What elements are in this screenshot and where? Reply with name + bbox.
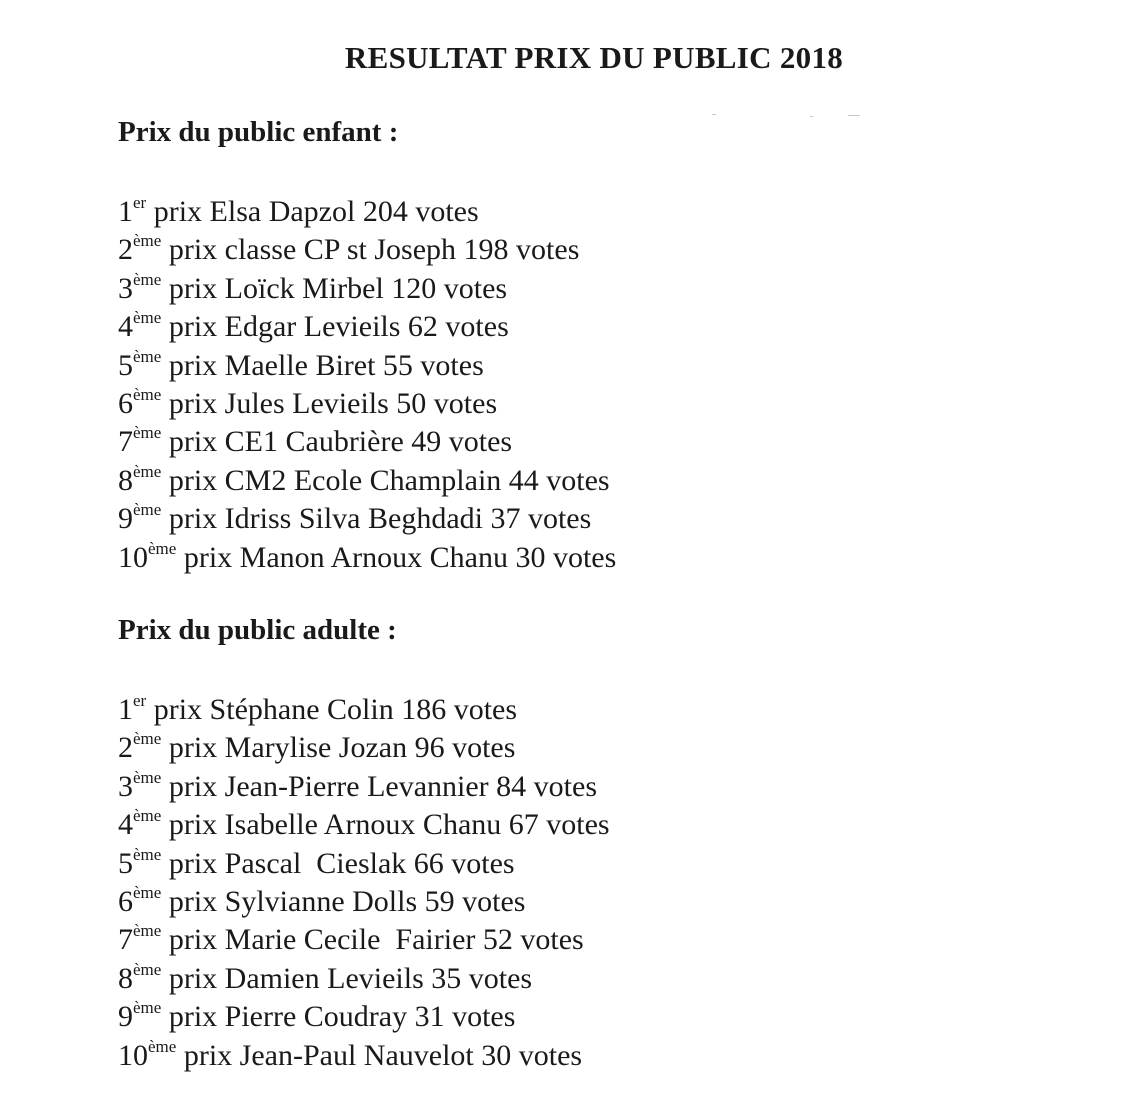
list-item <box>118 539 616 577</box>
rank-number: 10 <box>118 1038 148 1072</box>
rank-suffix: ème <box>133 959 162 979</box>
scan-speck <box>848 115 860 116</box>
rank-number: 10 <box>118 540 148 574</box>
rank-number: 2 <box>118 233 133 267</box>
scan-speck <box>810 116 813 117</box>
rank-suffix: ème <box>133 806 162 826</box>
rank-suffix: ème <box>133 921 162 941</box>
entry-text: prix Pascal Cieslak 66 votes <box>161 846 515 880</box>
entry-text: prix Manon Arnoux Chanu 30 votes <box>176 540 617 574</box>
entry-text: prix Jules Levieils 50 votes <box>161 386 498 420</box>
rank-suffix: ème <box>148 1036 177 1056</box>
entry-text: prix Edgar Levieils 62 votes <box>161 310 509 344</box>
entry-text: prix Damien Levieils 35 votes <box>161 961 533 995</box>
entry-text: prix Marie Cecile Fairier 52 votes <box>161 923 584 957</box>
results-list-adulte <box>118 691 610 1075</box>
rank-number: 3 <box>118 769 133 803</box>
rank-number: 8 <box>118 961 133 995</box>
rank-number: 1 <box>118 195 133 228</box>
list-item <box>118 806 610 844</box>
list-item <box>118 998 610 1036</box>
entry-text: prix Idriss Silva Beghdadi 37 votes <box>161 502 592 536</box>
rank-suffix: ème <box>133 500 162 520</box>
entry-text: prix Pierre Coudray 31 votes <box>161 1000 516 1034</box>
rank-suffix: ème <box>133 308 162 328</box>
rank-number: 5 <box>118 348 133 382</box>
list-item <box>118 270 616 308</box>
entry-text: prix Isabelle Arnoux Chanu 67 votes <box>161 808 610 842</box>
list-item <box>118 883 610 921</box>
list-item <box>118 347 616 385</box>
entry-text: prix Loïck Mirbel 120 votes <box>161 271 508 305</box>
rank-suffix: ème <box>133 729 162 749</box>
rank-number: 6 <box>118 884 133 918</box>
list-item <box>118 231 616 269</box>
rank-suffix: ème <box>133 384 162 404</box>
scan-speck <box>712 114 716 115</box>
entry-text: prix Stéphane Colin 186 votes <box>146 693 518 726</box>
rank-number: 9 <box>118 1000 133 1034</box>
list-item <box>118 423 616 461</box>
section-heading-adulte: Prix du public adulte : <box>118 614 397 646</box>
entry-text: prix CM2 Ecole Champlain 44 votes <box>161 463 610 497</box>
entry-text: prix classe CP st Joseph 198 votes <box>161 233 580 267</box>
entry-text: prix Maelle Biret 55 votes <box>161 348 484 382</box>
entry-text: prix Jean-Paul Nauvelot 30 votes <box>176 1038 583 1072</box>
entry-text: prix CE1 Caubrière 49 votes <box>161 425 513 459</box>
rank-suffix: ème <box>133 231 162 251</box>
rank-suffix: ème <box>133 423 162 443</box>
list-item <box>118 845 610 883</box>
rank-number: 7 <box>118 425 133 459</box>
rank-number: 4 <box>118 808 133 842</box>
rank-number: 7 <box>118 923 133 957</box>
rank-suffix: ème <box>133 346 162 366</box>
rank-number: 8 <box>118 463 133 497</box>
list-item <box>118 691 610 729</box>
rank-suffix: ème <box>133 998 162 1018</box>
rank-suffix: ème <box>133 461 162 481</box>
rank-suffix: ème <box>133 882 162 902</box>
list-item <box>118 921 610 959</box>
list-item <box>118 768 610 806</box>
section-heading-enfant: Prix du public enfant : <box>118 116 399 148</box>
list-item <box>118 385 616 423</box>
rank-suffix: ème <box>148 538 177 558</box>
list-item <box>118 462 616 500</box>
rank-number: 2 <box>118 731 133 765</box>
list-item <box>118 500 616 538</box>
rank-suffix: ème <box>133 269 162 289</box>
entry-text: prix Marylise Jozan 96 votes <box>161 731 516 765</box>
rank-suffix: er <box>133 193 147 212</box>
entry-text: prix Sylvianne Dolls 59 votes <box>161 884 526 918</box>
entry-text: prix Jean-Pierre Levannier 84 votes <box>161 769 598 803</box>
rank-number: 9 <box>118 502 133 536</box>
rank-number: 3 <box>118 271 133 305</box>
list-item <box>118 1037 610 1075</box>
list-item <box>118 960 610 998</box>
list-item <box>118 308 616 346</box>
rank-suffix: ème <box>133 844 162 864</box>
document-title: RESULTAT PRIX DU PUBLIC 2018 <box>344 40 844 75</box>
rank-number: 1 <box>118 693 133 726</box>
results-list-enfant <box>118 193 616 577</box>
list-item <box>118 193 616 231</box>
rank-number: 6 <box>118 386 133 420</box>
rank-suffix: er <box>133 691 147 710</box>
rank-suffix: ème <box>133 767 162 787</box>
list-item <box>118 729 610 767</box>
entry-text: prix Elsa Dapzol 204 votes <box>146 195 479 228</box>
rank-number: 5 <box>118 846 133 880</box>
rank-number: 4 <box>118 310 133 344</box>
